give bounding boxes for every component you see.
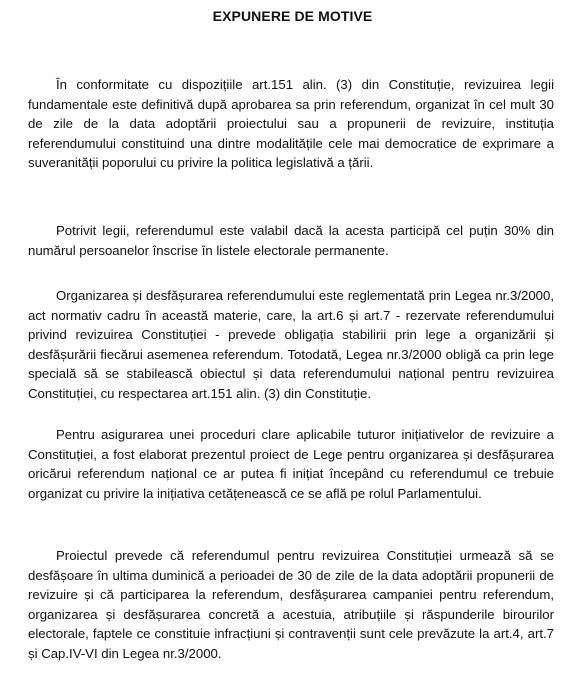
paragraph-constitutional-basis: În conformitate cu dispozițiile art.151 alin. (3) din Constituție, revizuirea legii fundamentale este definitivă după aprobarea sa prin referendum, organizat în cel mult 30 de zile de la data adoptării proiectului sau a propunerii de revizuire, instituția referendumului constituind una dintre modalitățile cele mai democratice de exprimare a suveranității poporului cu privire la politica legislativă a țării. <box>28 77 554 171</box>
paragraph-validity-threshold: Potrivit legii, referendumul este valabil dacă la acesta participă cel puțin 30% din numărul persoanelor înscrise în listele electorale permanente. <box>28 223 554 258</box>
paragraph-purpose: Pentru asigurarea unei proceduri clare aplicabile tuturor inițiativelor de revizuire a Constituției, a fost elaborat prezentul proiect de Lege pentru organizarea și desfășurarea oricărui referendum național ce ar putea fi inițiat începând cu referendumul ce trebuie organizat cu privire la inițiativa cetățenească ce se află pe rolul Parlamentului. <box>28 427 554 501</box>
paragraph-legal-framework: Organizarea și desfășurarea referendumului este reglementată prin Legea nr.3/2000, act normativ cadru în această materie, care, la art.6 și art.7 - rezervate referendumului privind revizuirea Constituției - prevede obligația stabilirii prin lege a organizării și desfășurării fiecărui asemenea referendum. Totodată, Legea nr.3/2000 obligă ca prin lege specială să se stabilească obiectul și data referendumului național pentru revizuirea Constituției, cu respectarea art.151 alin. (3) din Constituție. <box>28 288 554 401</box>
paragraph-provisions: Proiectul prevede că referendumul pentru revizuirea Constituției urmează să se desfășoare în ultima duminică a perioadei de 30 de zile de la data adoptării propunerii de revizuire și că participarea la referendum, desfășurarea campaniei pentru referendum, organizarea și desfășurarea concretă a acestuia, atribuțiile și răspunderile birourilor electorale, faptele ce constituie infracțiuni și contravenții sunt cele prevăzute la art.4, art.7 și Cap.IV-VI din Legea nr.3/2000. <box>28 548 554 661</box>
document-title: EXPUNERE DE MOTIVE <box>212 8 373 24</box>
